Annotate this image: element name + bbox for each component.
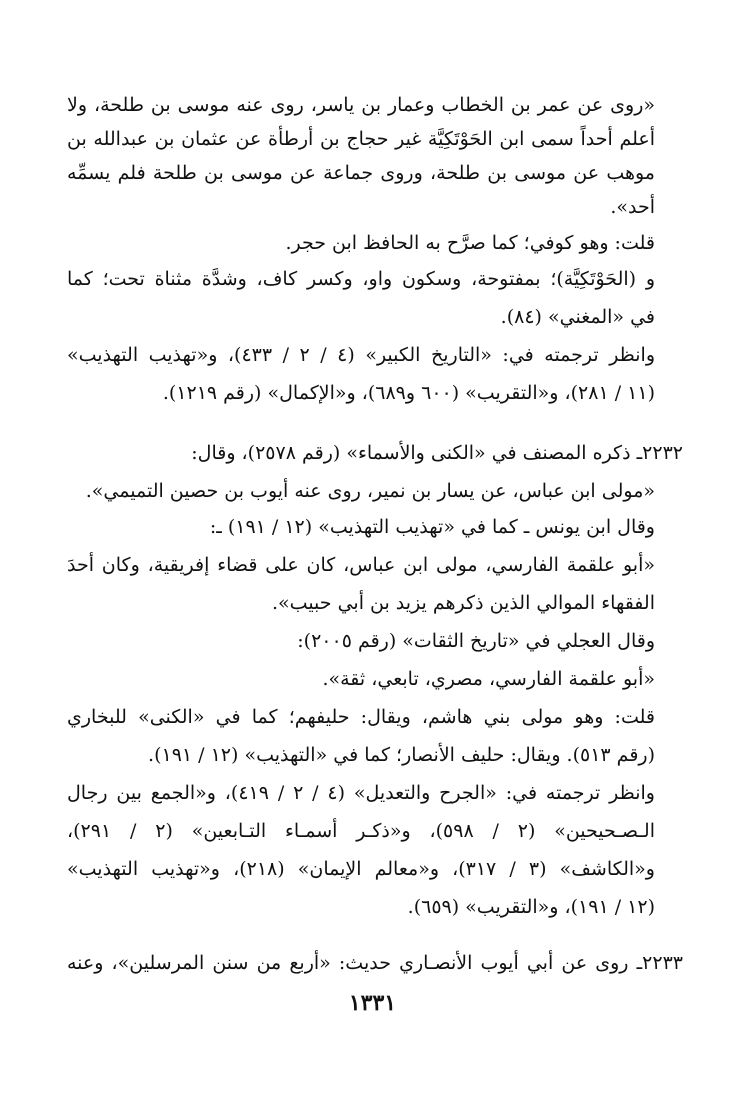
text-line: قلت: وهو مولى بني هاشم، ويقال: حليفهم؛ كما في «الكنى» للبخاري [67,706,655,728]
text-line: «مولى ابن عباس، عن يسار بن نمير، روى عنه أيوب بن حصين التميمي». [85,480,655,502]
text-line: و (الحَوْتَكِيَّة)؛ بمفتوحة، وسكون واو، وكسر كاف، وشدَّة مثناة تحت؛ كما [67,268,655,290]
text-line: وانظر ترجمته في: «الجرح والتعديل» (٤ / ٢ / ٤١٩)، و«الجمع بين رجال [67,782,655,804]
text-line: وانظر ترجمته في: «التاريخ الكبير» (٤ / ٢ / ٤٣٣)، و«تهذيب التهذيب» [67,344,655,366]
text-line: وقال العجلي في «تاريخ الثقات» (رقم ٢٠٠٥): [297,630,655,652]
text-line: الـصـحيحين» (٢ / ٥٩٨)، و«ذكـر أسمـاء التـابعين» (٢ / ٢٩١)، [67,820,655,842]
text-line: «روى عن عمر بن الخطاب وعمار بن ياسر، روى عنه موسى بن طلحة، ولا [67,94,655,116]
entry-heading-2233: ٢٢٣٣ـ روى عن أبي أيوب الأنصـاري حديث: «أربع من سنن المرسلين»، وعنه [67,952,683,974]
text-line: الفقهاء الموالي الذين ذكرهم يزيد بن أبي حبيب». [272,592,655,614]
text-line: (١٢ / ١٩١)، و«التقريب» (٦٥٩). [407,896,655,918]
text-line: «أبو علقمة الفارسي، مولى ابن عباس، كان على قضاء إفريقية، وكان أحدَ [67,554,655,576]
text-line: أعلم أحداً سمى ابن الحَوْتَكِيَّة غير حجاج بن أرطأة عن عثمان بن عبدالله بن [67,128,655,150]
text-line: «أبو علقمة الفارسي، مصري، تابعي، ثقة». [322,668,655,690]
text-line: و«الكاشف» (٣ / ٣١٧)، و«معالم الإيمان» (٢١٨)، و«تهذيب التهذيب» [67,858,655,880]
text-line: في «المغني» (٨٤). [500,306,655,328]
text-line: أحد». [610,196,655,218]
entry-heading-2232: ٢٢٣٢ـ ذكره المصنف في «الكنى والأسماء» (رقم ٢٥٧٨)، وقال: [191,442,683,464]
page-number: ١٣٣١ [348,990,397,1016]
text-line: وقال ابن يونس ـ كما في «تهذيب التهذيب» (١٢ / ١٩١) ـ: [209,516,655,538]
text-line: موهب عن موسى بن طلحة، وروى جماعة عن موسى بن طلحة فلم يسمِّه [67,162,655,184]
text-line: (رقم ٥١٣). ويقال: حليف الأنصار؛ كما في «التهذيب» (١٢ / ١٩١). [148,744,655,766]
text-line: قلت: وهو كوفي؛ كما صرَّح به الحافظ ابن حجر. [285,232,655,254]
text-line: (١١ / ٢٨١)، و«التقريب» (٦٠٠ و٦٨٩)، و«الإكمال» (رقم ١٢١٩). [162,382,655,404]
